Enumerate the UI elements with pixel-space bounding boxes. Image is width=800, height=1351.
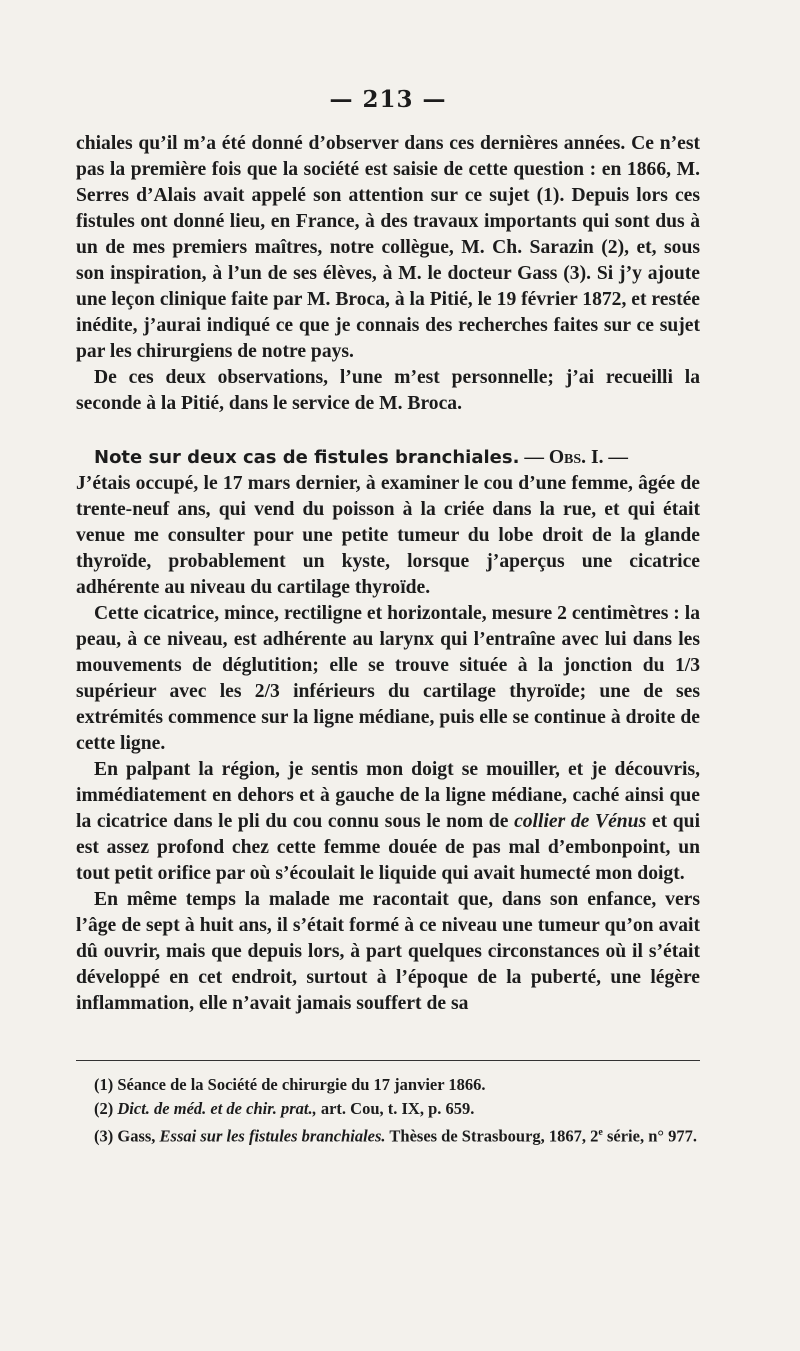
- footnote-3-ref: Thèses de Strasbourg, 1867,: [389, 1126, 587, 1146]
- paragraph-scar: Cette cicatrice, mince, rectiligne et horizontale, mesure 2 centimètres : la peau, à ce niveau, est adhérente au larynx qui l’entraîne avec lui dans les mouvements de déglutition; elle se trouve située à la jonction du 1/3 supérieur avec les 2/3 inférieurs du cartilage thyroïde; une de ses extrémités commence sur la ligne médiane, puis elle se continue à droite de cette ligne.: [76, 603, 700, 754]
- footnote-2-ref: art. Cou, t. IX, p. 659.: [320, 1099, 475, 1118]
- footnote-3-superscript: e: [598, 1127, 603, 1138]
- footnote-2-title: Dict. de méd. et de chir. prat.,: [117, 1099, 317, 1118]
- footnote-3-number: (3) Gass,: [94, 1126, 156, 1146]
- paragraph-intro: chiales qu’il m’a été donné d’observer dans ces dernières années. Ce n’est pas la première fois que la société est saisie de cette question : en 1866, M. Serres d’Alais avait appelé son attention sur ce sujet (1). Depuis lors ces fistules ont donné lieu, en France, à des travaux importants qui sont dus à un de mes premiers maîtres, notre collègue, M. Ch. Sarazin (2), et, sous son inspiration, à l’un de ses élèves, à M. le docteur Gass (3). Si j’y ajoute une leçon clinique faite par M. Broca, à la Pitié, le 19 février 1872, et restée inédite, j’aurai indiqué ce que je connais des recherches faites sur ce sujet par les chirurgiens de notre pays.: [76, 133, 700, 362]
- footnotes: [76, 1073, 700, 1149]
- footnote-3-title: Essai sur les fistules branchiales.: [159, 1126, 386, 1146]
- section-gap: [76, 417, 700, 445]
- paragraph-note: [76, 445, 700, 601]
- footnote-rule: [76, 1060, 700, 1061]
- paragraph-case-intro: J’étais occupé, le 17 mars dernier, à examiner le cou d’une femme, âgée de trente-neuf ans, qui vend du poisson à la criée dans la rue, et qui était venue me consulter pour une petite tumeur du lobe droit de la glande thyroïde, probablement un kyste, lorsque j’aperçus une cicatrice adhérente au niveau du cartilage thyroïde.: [76, 473, 700, 598]
- footnote-1: (1) Séance de la Société de chirurgie du 17 janvier 1866.: [94, 1075, 486, 1094]
- palpation-text-start: En palpant la région, je sentis mon doigt se mouiller, et je découvris, immédiatement en dehors et à gauche de la ligne médiane, caché ainsi que la cicatrice dans le pli du cou connu sous le nom de: [76, 759, 700, 832]
- main-text: [76, 131, 700, 1017]
- footnote-3: [76, 1121, 700, 1149]
- footnote-3-series-number: 2: [590, 1126, 599, 1146]
- footnote-2-number: (2): [94, 1099, 114, 1118]
- collier-de-venus: collier de Vénus: [514, 811, 647, 832]
- footnote-3-series: série, n° 977.: [606, 1126, 697, 1146]
- footnote-2: [76, 1097, 700, 1121]
- paragraph-observations: De ces deux observations, l’une m’est personnelle; j’ai recueilli la seconde à la Pitié, dans le service de M. Broca.: [76, 367, 700, 414]
- paragraph-history: En même temps la malade me racontait que, dans son enfance, vers l’âge de sept à huit ans, il s’était formé à ce niveau une tumeur qu’on avait dû ouvrir, mais que depuis lors, à part quelques circonstances où il s’était développé en cet endroit, surtout à l’époque de la puberté, une légère inflammation, elle n’avait jamais souffert de sa: [76, 889, 700, 1014]
- page-number: — 213 —: [329, 86, 447, 113]
- obs-label: — Obs. I. —: [524, 447, 628, 468]
- palpation-text-end: et qui est assez profond chez cette femme douée de pas mal d’embonpoint, un tout petit orifice par où s’écoulait le liquide qui avait humecté mon doigt.: [76, 811, 701, 884]
- note-heading: Note sur deux cas de fistules branchiales.: [94, 447, 520, 468]
- paragraph-palpation: [76, 757, 700, 887]
